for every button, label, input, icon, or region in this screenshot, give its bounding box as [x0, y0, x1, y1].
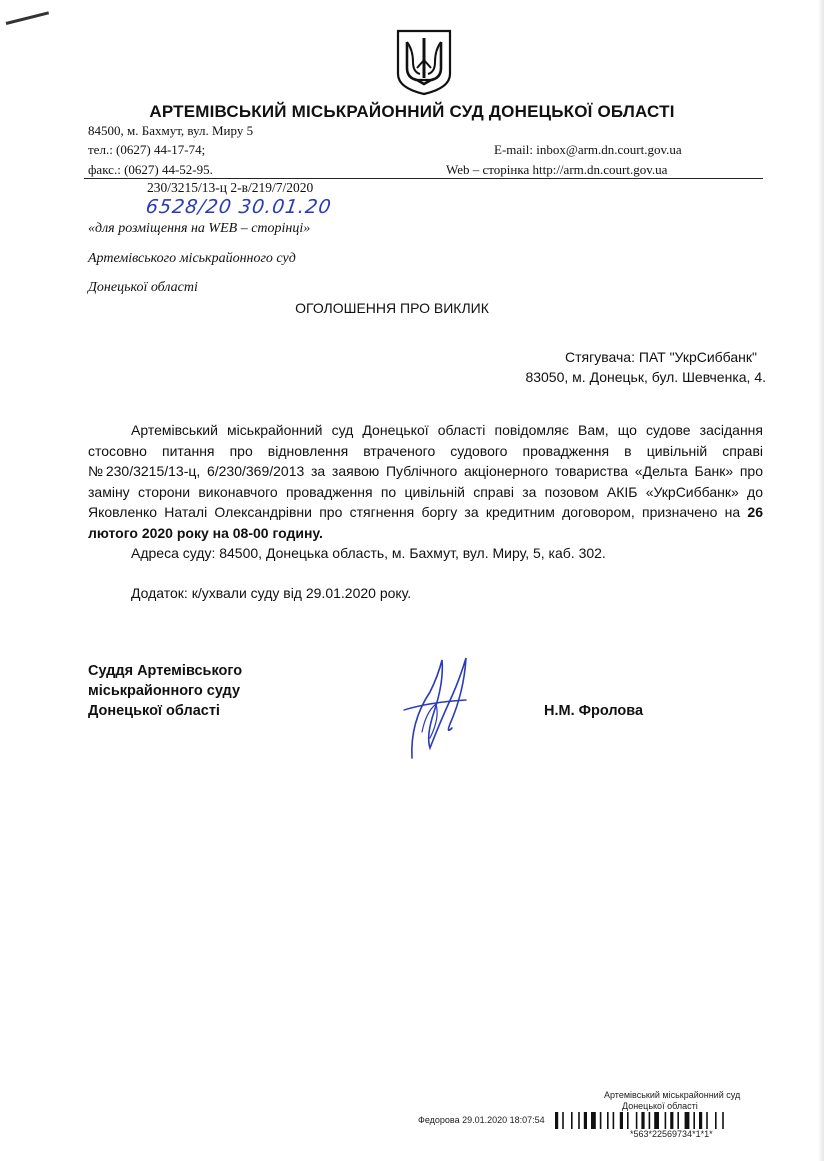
- barcode-bar: [627, 1112, 629, 1129]
- barcode-bar: [670, 1112, 673, 1129]
- web-placement-note: «для розміщення на WEB – сторінці»: [88, 221, 311, 236]
- document-title: ОГОЛОШЕННЯ ПРО ВИКЛИК: [295, 300, 489, 316]
- barcode-bar: [699, 1112, 702, 1129]
- judge-title-line-1: Суддя Артемівського: [88, 663, 243, 679]
- court-email: E-mail: inbox@arm.dn.court.gov.ua: [494, 142, 682, 157]
- barcode-bar: [693, 1112, 695, 1129]
- barcode-bar: [654, 1112, 659, 1129]
- barcode-bar: [706, 1112, 708, 1129]
- handwritten-signature: [400, 652, 480, 764]
- barcode-bar: [562, 1112, 564, 1129]
- barcode-bar: [584, 1112, 587, 1129]
- barcode-bar: [641, 1112, 644, 1129]
- recipient-line-1: Стягувача: ПАТ "УкрСиббанк": [565, 349, 757, 365]
- barcode-bar: [677, 1112, 679, 1129]
- barcode-bar: [685, 1112, 690, 1129]
- barcode-bar: [722, 1112, 724, 1129]
- barcode-number: *563*22569734*1*1*: [630, 1129, 713, 1139]
- court-line-2: Донецької області: [88, 280, 198, 295]
- notice-main-text: Артемівський міськрайонний суд Донецької області повідомляє Вам, що судове засідання стосовно питання про відновлення втраченого судового провадження в цивільній справі №230/3215/13-ц, 6/230/369/2013 за заявою Публічного акціонерного товариства «Дельта Банк» про заміну сторони виконавчого провадження по цивільній справі за позовом АКІБ «УкрСиббанк» до Яковленко Наталі Олександрівни про стягнення боргу за кредитним договором, призначено на: [88, 422, 763, 520]
- scan-artifact-line: [6, 11, 49, 25]
- court-fax: факс.: (0627) 44-52-95.: [88, 162, 213, 177]
- scan-edge-shadow: [818, 0, 824, 1161]
- stamp-court-line-2: Донецької області: [622, 1101, 698, 1111]
- barcode-bar: [649, 1112, 651, 1129]
- notice-paragraph: [88, 420, 763, 543]
- barcode-bar: [555, 1112, 558, 1129]
- judge-title-line-2: міськрайонного суду: [88, 683, 241, 699]
- barcode-bar: [665, 1112, 667, 1129]
- stamp-author-time: Федорова 29.01.2020 18:07:54: [418, 1115, 545, 1125]
- court-name-heading: АРТЕМІВСЬКИЙ МІСЬКРАЙОННИЙ СУД ДОНЕЦЬКОЇ ОБЛАСТІ: [149, 102, 675, 121]
- court-address: 84500, м. Бахмут, вул. Миру 5: [88, 123, 254, 138]
- barcode-bar: [715, 1112, 717, 1129]
- case-number: 230/3215/13-ц 2-в/219/7/2020: [147, 180, 314, 195]
- court-website: Web – сторінка http://arm.dn.court.gov.ua: [446, 162, 668, 177]
- stamp-court-line-1: Артемівський міськрайонний суд: [604, 1090, 741, 1100]
- barcode-bar: [600, 1112, 602, 1129]
- header-divider: [84, 178, 763, 179]
- recipient-line-2: 83050, м. Донецьк, бул. Шевченка, 4.: [525, 369, 766, 385]
- barcode-bar: [636, 1112, 638, 1129]
- barcode-bar: [578, 1112, 580, 1129]
- barcode-icon: [555, 1112, 797, 1129]
- barcode-bar: [571, 1112, 573, 1129]
- barcode-bar: [613, 1112, 615, 1129]
- judge-name: Н.М. Фролова: [544, 703, 644, 719]
- handwritten-registration-note: 6528/20 30.01.20: [144, 196, 334, 218]
- court-line-1: Артемівського міськрайонного суд: [88, 251, 296, 266]
- coat-of-arms-icon: [395, 28, 453, 96]
- court-phone: тел.: (0627) 44-17-74;: [88, 142, 206, 157]
- barcode-bar: [607, 1112, 609, 1129]
- court-address-line: Адреса суду: 84500, Донецька область, м. Бахмут, вул. Миру, 5, каб. 302.: [131, 545, 606, 561]
- barcode-bar: [620, 1112, 623, 1129]
- judge-title-line-3: Донецької області: [88, 703, 220, 719]
- hearing-date: 26 лютого 2020 року на 08-00 годину.: [88, 504, 763, 541]
- attachment-line: Додаток: к/ухвали суду від 29.01.2020 року.: [131, 585, 412, 601]
- barcode-bar: [591, 1112, 596, 1129]
